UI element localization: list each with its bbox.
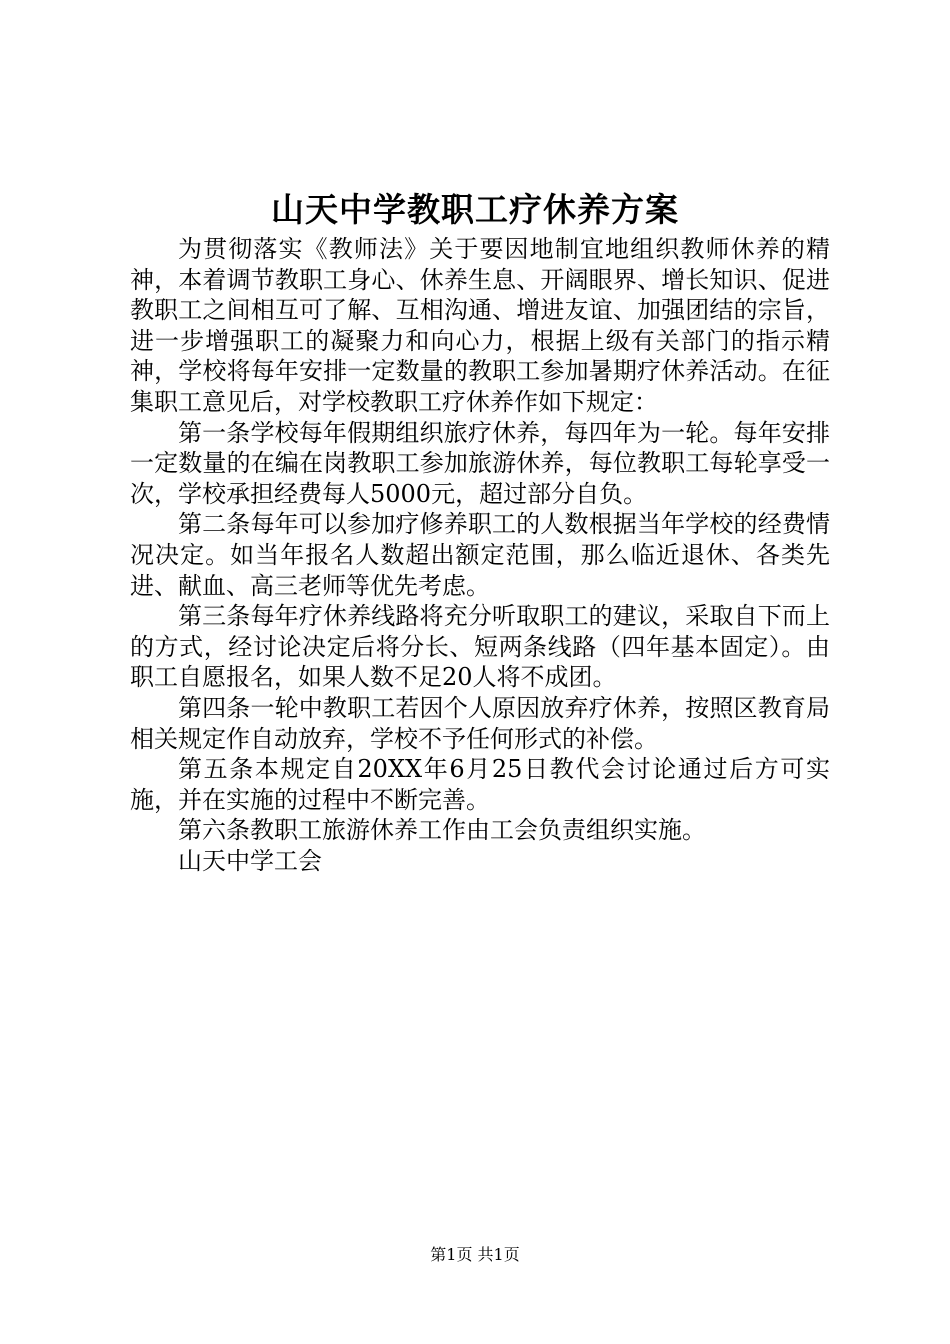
page-number-footer: 第1页 共1页 bbox=[430, 1245, 520, 1264]
paragraph-article-6: 第六条教职工旅游休养工作由工会负责组织实施。 bbox=[178, 816, 706, 845]
signature-line: 山天中学工会 bbox=[178, 846, 322, 875]
paragraph-article-2: 第二条每年可以参加疗修养职工的人数根据当年学校的经费情况决定。如当年报名人数超出额定范围，那么临近退休、各类先进、献血、高三老师等优先考虑。 bbox=[130, 510, 830, 600]
document-title: 山天中学教职工疗休养方案 bbox=[271, 190, 679, 229]
paragraph-article-1: 第一条学校每年假期组织旅疗休养，每四年为一轮。每年安排一定数量的在编在岗教职工参加旅游休养，每位教职工每轮享受一次，学校承担经费每人5000元，超过部分自负。 bbox=[130, 418, 830, 508]
paragraph-article-3: 第三条每年疗休养线路将充分听取职工的建议，采取自下而上的方式，经讨论决定后将分长、短两条线路（四年基本固定）。由职工自愿报名，如果人数不足20人将不成团。 bbox=[130, 602, 830, 692]
document-body bbox=[130, 234, 830, 876]
paragraph-article-5: 第五条本规定自20XX年6月25日教代会讨论通过后方可实施，并在实施的过程中不断完善。 bbox=[130, 755, 830, 814]
paragraph-article-4: 第四条一轮中教职工若因个人原因放弃疗休养，按照区教育局相关规定作自动放弃，学校不予任何形式的补偿。 bbox=[130, 693, 830, 753]
paragraph-intro: 为贯彻落实《教师法》关于要因地制宜地组织教师休养的精神，本着调节教职工身心、休养生息、开阔眼界、增长知识、促进教职工之间相互可了解、互相沟通、增进友谊、加强团结的宗旨，进一步增强职工的凝聚力和向心力，根据上级有关部门的指示精神，学校将每年安排一定数量的教职工参加暑期疗休养活动。在征集职工意见后，对学校教职工疗休养作如下规定： bbox=[130, 235, 830, 416]
